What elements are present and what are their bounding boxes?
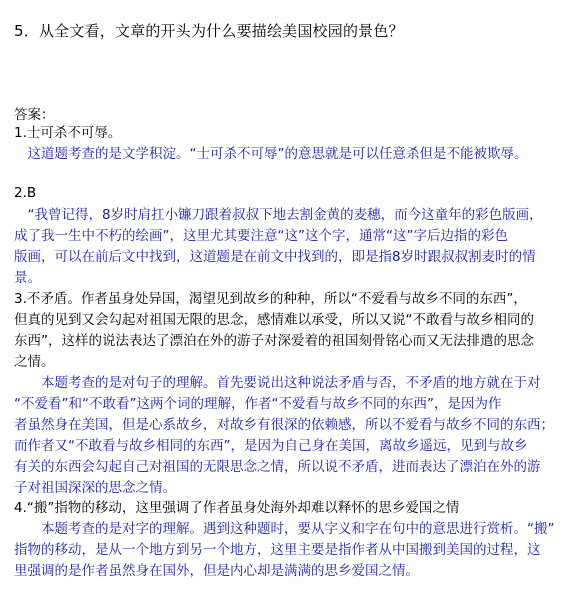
answer-3-line-2: 但真的见到又会勾起对祖国无限的思念，感情难以承受，所以又说“不敢看与故乡相同的 [14, 312, 534, 328]
answer-4-explanation-3: 里强调的是作者虽然身在国外，但是内心却是满满的思乡爱国之情。 [14, 563, 419, 579]
answer-3-line-3: 东西”，这样的说法表达了漂泊在外的游子对深爱着的祖国刻骨铭心而又无法排遣的思念 [14, 333, 534, 349]
answer-2-line-4: 景。 [14, 270, 41, 286]
answer-2-line-3: 版画，可以在前后文中找到，这道题是在前文中找到的，即是指8岁时跟叔叔割麦时的情 [14, 249, 536, 265]
question-text: 5．从全文看，文章的开头为什么要描绘美国校园的景色？ [14, 22, 404, 40]
answer-4-heading: 4.“搬”指物的移动，这里强调了作者虽身处海外却难以释怀的思乡爱国之情 [14, 500, 460, 516]
answer-3-explanation-1: 本题考查的是对句子的理解。首先要说出这种说法矛盾与否，不矛盾的地方就在于对 [14, 375, 541, 391]
answer-2-line-1: “我曾记得，8岁时肩扛小镰刀跟着叔叔下地去割金黄的麦穗，而今这童年的彩色版画， [14, 207, 543, 223]
answer-2-line-2: 成了我一生中不朽的绘画”，这里尤其要注意“这”这个字，通常“这”字后边指的彩色 [14, 228, 508, 244]
answer-3-explanation-4: 而作者又“不敢看与故乡相同的东西”，是因为自己身在美国，离故乡遥远，见到与故乡 [14, 438, 528, 454]
answer-3-explanation-6: 子对祖国深深的思念之情。 [14, 480, 176, 496]
answer-1-explanation: 这道题考查的是文学积淀。“士可杀不可辱”的意思就是可以任意杀但是不能被欺辱。 [14, 146, 528, 162]
answer-4-explanation-1: 本题考查的是对字的理解。遇到这种题时，要从字义和字在句中的意思进行赏析。“搬” [14, 521, 555, 537]
answer-3-explanation-5: 有关的东西会勾起自己对祖国的无限思念之情，所以说不矛盾，进而表达了漂泊在外的游 [14, 459, 541, 475]
answer-3-explanation-3: 者虽然身在美国，但是心系故乡，对故乡有很深的依赖感，所以不爱看与故乡不同的东西； [14, 417, 554, 433]
answer-3-explanation-2: “不爱看”和“不敢看”这两个词的理解，作者“不爱看与故乡不同的东西”，是因为作 [14, 396, 502, 412]
answer-label: 答案： [14, 107, 55, 123]
answer-4-explanation-2: 指物的移动，是从一个地方到另一个地方，这里主要是指作者从中国搬到美国的过程，这 [14, 542, 541, 558]
answer-3-line-1: 3.不矛盾。作者虽身处异国，渴望见到故乡的种种，所以“不爱看与故乡不同的东西”， [14, 291, 527, 307]
answer-2-heading: 2.B [14, 185, 37, 201]
answer-1-heading: 1.士可杀不可辱。 [14, 125, 122, 141]
answer-3-line-4: 之情。 [14, 354, 55, 370]
